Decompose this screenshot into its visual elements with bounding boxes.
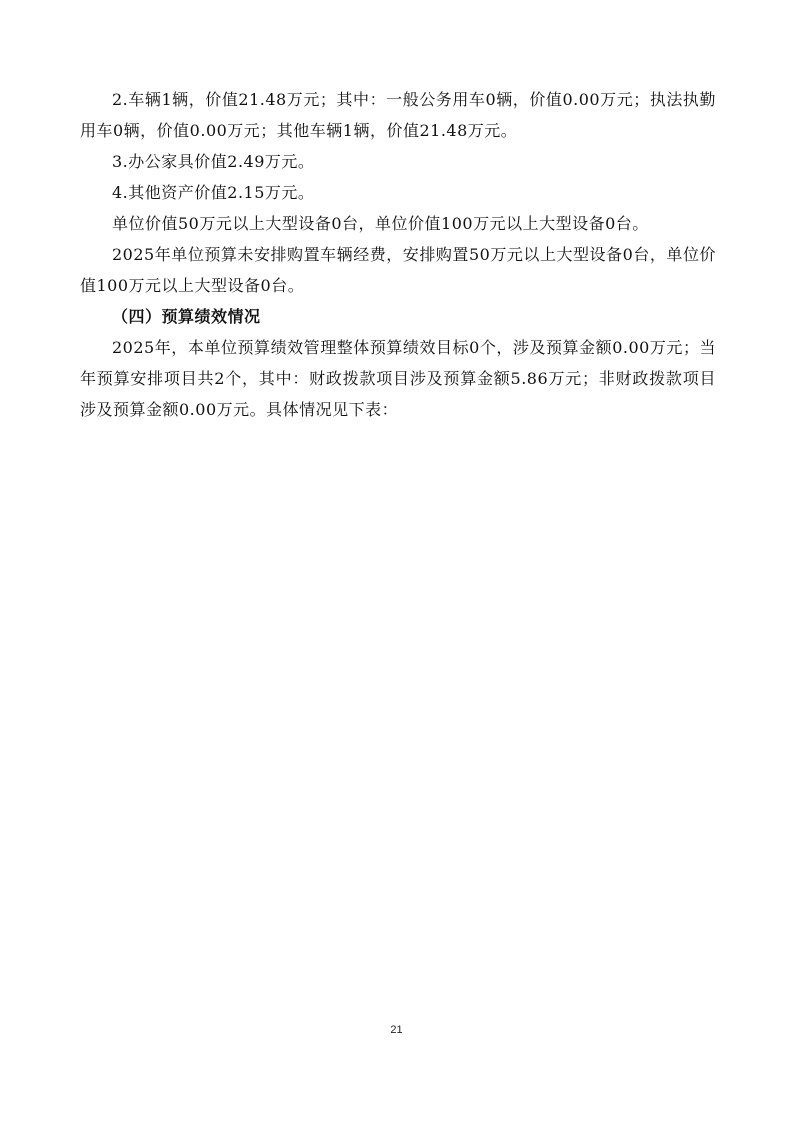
- document-body: [80, 84, 716, 425]
- paragraph-vehicles: 2.车辆1辆，价值21.48万元；其中：一般公务用车0辆，价值0.00万元；执法执勤用车0辆，价值0.00万元；其他车辆1辆，价值21.48万元。: [80, 90, 716, 140]
- paragraph-other-assets: 4.其他资产价值2.15万元。: [112, 183, 315, 202]
- paragraph-large-equipment: 单位价值50万元以上大型设备0台，单位价值100万元以上大型设备0台。: [112, 214, 649, 233]
- paragraph-performance-detail: 2025年，本单位预算绩效管理整体预算绩效目标0个，涉及预算金额0.00万元；当年预算安排项目共2个，其中：财政拨款项目涉及预算金额5.86万元；非财政拨款项目涉及预算金额0.00万元。具体情况见下表：: [80, 338, 716, 419]
- paragraph-2025-purchase: 2025年单位预算未安排购置车辆经费，安排购置50万元以上大型设备0台，单位价值100万元以上大型设备0台。: [80, 245, 716, 295]
- paragraph-office-furniture: 3.办公家具价值2.49万元。: [112, 152, 315, 171]
- section-heading-performance: （四）预算绩效情况: [112, 307, 261, 326]
- page-number: 21: [390, 1024, 403, 1036]
